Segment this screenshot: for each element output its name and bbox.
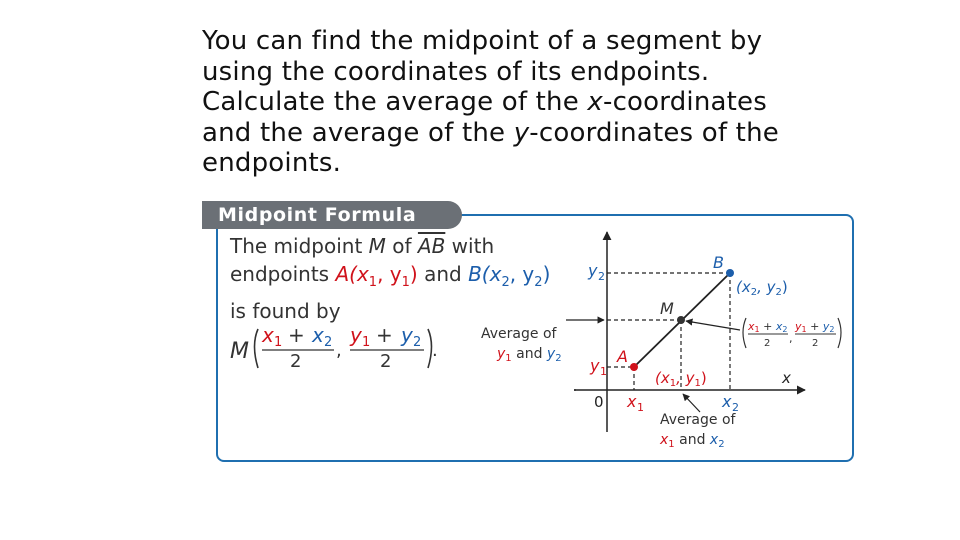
- graph: [481, 232, 841, 450]
- label-x2: x: [722, 392, 732, 411]
- avg-x-sub1: 1: [668, 439, 675, 450]
- mini-right-paren: [838, 318, 841, 348]
- label-B-coord-sub: 2: [750, 287, 758, 298]
- mini-num-x: [747, 320, 787, 334]
- mini-x2: x: [775, 320, 783, 333]
- mini-sub1: 1: [801, 325, 807, 334]
- formula-den-y: 2: [380, 351, 392, 372]
- formula-num-y1: y: [350, 323, 362, 347]
- point-B: [726, 269, 734, 277]
- avg-x-and: and: [674, 432, 710, 448]
- label-B-coord-y: , y: [757, 278, 776, 296]
- desc-A-end: ): [409, 262, 418, 286]
- intro-var-x: x: [587, 87, 603, 117]
- desc-sub: 2: [534, 275, 543, 290]
- mini-den-x: 2: [764, 338, 771, 349]
- desc-A: A(x: [335, 262, 369, 286]
- label-A: A: [617, 347, 628, 366]
- formula-num-x1: x: [262, 323, 274, 347]
- desc-segment-AB: $\overline{AB}$: [417, 234, 446, 258]
- intro-line-2: using the coordinates of its endpoints.: [202, 56, 710, 87]
- label-y2-sub: 2: [598, 270, 605, 283]
- formula-sub-2: 2: [324, 335, 333, 350]
- intro-line-1: You can find the midpoint of a segment by: [202, 26, 763, 56]
- desc-sub: 1: [368, 275, 378, 290]
- formula-M: M: [230, 339, 249, 364]
- label-y2: y: [588, 261, 598, 280]
- formula-sub-2: 2: [413, 335, 422, 350]
- mini-sub1: 1: [754, 325, 760, 334]
- desc-sub: 2: [501, 275, 510, 290]
- label-M: M: [660, 299, 674, 318]
- desc-A-mid: , y: [377, 262, 402, 286]
- mini-comma: ,: [789, 332, 793, 345]
- label-origin: 0: [594, 393, 604, 411]
- formula-sub-1: 1: [362, 335, 371, 350]
- label-A-coord-sub: 1: [669, 378, 677, 389]
- label-B: B: [713, 253, 724, 272]
- intro-line-5: endpoints.: [202, 148, 342, 178]
- avg-y-sub2: 2: [555, 353, 562, 364]
- desc-B: B(x: [468, 262, 502, 286]
- label-B-coord-end: ): [781, 278, 788, 296]
- desc-B-end: ): [542, 262, 551, 286]
- mini-sub2: 2: [782, 325, 788, 334]
- intro-line-3-text-end: -coordinates: [602, 87, 767, 117]
- mini-plus: +: [806, 320, 823, 333]
- label-x1: x: [627, 392, 637, 411]
- label-B-coord-sub: 2: [775, 287, 782, 298]
- desc-sub: 1: [401, 275, 410, 290]
- mini-y1: y: [795, 320, 802, 333]
- label-y1-sub: 1: [600, 365, 607, 378]
- label-A-coords: [655, 369, 707, 389]
- mini-x1: x: [748, 320, 755, 333]
- mini-num-y: [794, 320, 834, 334]
- formula-right-paren: [428, 329, 432, 368]
- avg-y-label-line2: [496, 346, 562, 364]
- avg-y-and: and: [511, 346, 547, 362]
- label-A-coord-end: ): [700, 369, 707, 387]
- label-x2-sub: 2: [732, 401, 739, 414]
- label-B-coords: [736, 278, 788, 298]
- mini-plus: +: [759, 320, 776, 333]
- formula-plus: +: [288, 323, 305, 347]
- desc-text: with: [445, 234, 495, 258]
- mini-left-paren: [743, 318, 746, 348]
- label-A-coord-sub: 1: [694, 378, 701, 389]
- desc-text: endpoints: [230, 262, 336, 286]
- point-M: [677, 316, 685, 324]
- box-title: Midpoint Formula: [202, 201, 462, 229]
- formula-sub-1: 1: [274, 335, 283, 350]
- midpoint-arrow: [686, 321, 740, 330]
- intro-var-y: y: [513, 117, 530, 148]
- desc-line-3: is found by: [230, 299, 341, 323]
- label-B-coord-x: (x: [736, 278, 751, 296]
- mini-den-y: 2: [812, 338, 819, 349]
- desc-text: and: [417, 262, 469, 286]
- mini-midpoint-formula: [743, 318, 841, 349]
- formula-left-paren: [255, 329, 259, 368]
- formula-num-x2: x: [312, 323, 324, 347]
- mini-y2: y: [822, 320, 830, 333]
- formula-plus: +: [376, 323, 393, 347]
- avg-x-x1: x: [660, 432, 669, 448]
- avg-y-y2: y: [546, 346, 556, 362]
- desc-B-mid: , y: [509, 262, 535, 286]
- label-A-coord-y: , y: [676, 369, 695, 387]
- formula-num-y2: y: [401, 323, 413, 347]
- avg-x-label-line2: [659, 432, 725, 450]
- desc-text: The midpoint: [230, 234, 369, 258]
- formula-comma: ,: [336, 340, 342, 361]
- formula-period: .: [432, 340, 438, 361]
- avg-x-arrow: [683, 394, 700, 412]
- avg-y-y1: y: [497, 346, 506, 362]
- intro-line-3-text: Calculate the average of the: [202, 87, 588, 117]
- desc-var-M: M: [368, 234, 386, 258]
- avg-x-sub2: 2: [718, 439, 725, 450]
- avg-x-label-line1: Average of: [660, 412, 736, 428]
- midpoint-formula: [230, 323, 438, 372]
- avg-y-sub1: 1: [505, 353, 512, 364]
- intro-line-4-text: and the average of the: [202, 117, 514, 148]
- label-x1-sub: 1: [637, 401, 644, 414]
- label-x-axis: x: [782, 369, 791, 387]
- intro-line-4-text-end: -coordinates of the: [529, 117, 779, 148]
- label-y1: y: [590, 356, 600, 375]
- avg-y-label-line1: Average of: [481, 326, 557, 342]
- point-A: [630, 363, 638, 371]
- label-A-coord-x: (x: [655, 369, 670, 387]
- desc-text: of: [385, 234, 418, 258]
- mini-sub2: 2: [829, 325, 835, 334]
- formula-den-x: 2: [290, 351, 302, 372]
- avg-x-x2: x: [709, 432, 719, 448]
